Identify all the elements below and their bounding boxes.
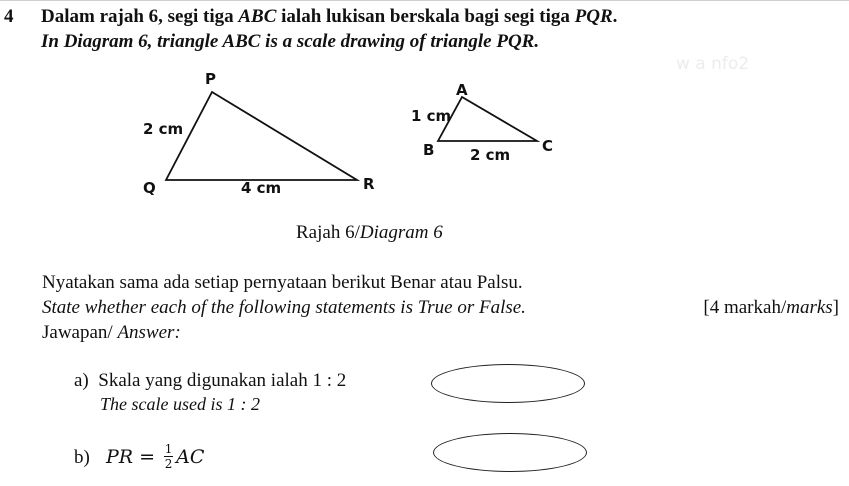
part-b-label: b) <box>74 447 90 468</box>
side-ab-label: 1 cm <box>411 107 452 125</box>
marks-label: [4 markah/marks] <box>703 297 839 318</box>
fraction-one-half: $\frac{1}{2}$ <box>164 442 173 471</box>
watermark: w a nfo2 <box>676 54 750 74</box>
question-text-malay: Dalam rajah 6, segi tiga ABC ialah lukisan berskala bagi segi tiga PQR. <box>41 6 618 27</box>
vertex-r-label: R <box>363 175 375 193</box>
question-number: 4 <box>4 6 14 27</box>
vertex-q-label: Q <box>143 179 156 197</box>
instruction-english: State whether each of the following statements is True or False. <box>42 297 526 318</box>
part-b-equation: PR = $\frac{1}{2}$ AC <box>106 442 205 471</box>
vertex-a-label: A <box>456 81 468 99</box>
question-text-english: In Diagram 6, triangle ABC is a scale drawing of triangle PQR. <box>41 31 540 52</box>
side-qr-label: 4 cm <box>241 179 282 197</box>
part-a-text-english: The scale used is 1 : 2 <box>100 394 260 414</box>
part-b-answer-oval[interactable] <box>433 433 587 472</box>
side-bc-label: 2 cm <box>470 146 511 164</box>
side-pq-label: 2 cm <box>143 120 184 138</box>
part-a-text-malay: a) Skala yang digunakan ialah 1 : 2 <box>74 370 347 391</box>
part-a-answer-oval[interactable] <box>431 364 585 403</box>
triangle-pqr <box>166 92 357 180</box>
vertex-c-label: C <box>542 137 554 155</box>
answer-label: Jawapan/ Answer: <box>42 322 181 343</box>
vertex-b-label: B <box>423 141 435 159</box>
triangle-abc <box>438 97 537 141</box>
instruction-malay: Nyatakan sama ada setiap pernyataan berikut Benar atau Palsu. <box>42 272 523 293</box>
diagram-caption: Rajah 6/Diagram 6 <box>296 222 443 243</box>
vertex-p-label: P <box>205 70 216 88</box>
